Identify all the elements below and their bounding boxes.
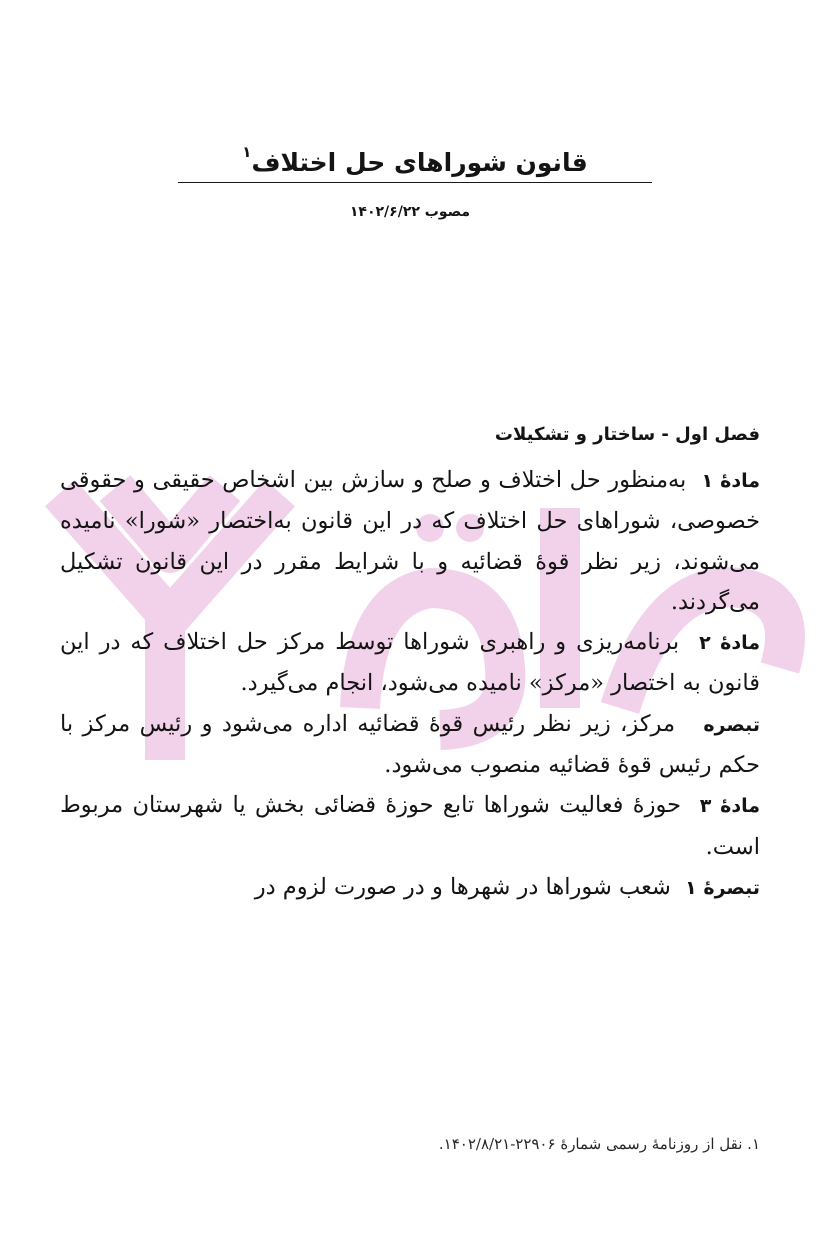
title-divider <box>178 182 652 183</box>
law-body <box>60 460 760 908</box>
article-text: حوزهٔ فعالیت شوراها تابع حوزهٔ قضائی بخش یا شهرستان مربوط است. <box>60 792 760 860</box>
article-text: برنامه‌ریزی و راهبری شوراها توسط مرکز حل اختلاف که در این قانون به اختصار «مرکز» نامیده می‌شود، انجام می‌گیرد. <box>60 629 760 697</box>
article-1 <box>60 460 760 622</box>
article-2 <box>60 622 760 704</box>
article-text: به‌منظور حل اختلاف و صلح و سازش بین اشخاص حقیقی و حقوقی خصوصی، شوراهای حل اختلاف که در این قانون به‌اختصار «شورا» نامیده می‌شوند، زیر نظر قوهٔ قضائیه و با شرایط مقرر در این قانون تشکیل می‌گردند. <box>60 467 760 615</box>
footnote: ۱. نقل از روزنامهٔ رسمی شمارهٔ ۲۲۹۰۶-۱۴۰۲/۸/۲۱. <box>438 1135 760 1153</box>
article-label: مادهٔ ۲ <box>699 632 760 655</box>
title-footnote-marker: ۱ <box>242 143 252 161</box>
article-3 <box>60 785 760 867</box>
chapter-heading: فصل اول - ساختار و تشکیلات <box>494 424 760 445</box>
note-label: تبصرهٔ ۱ <box>685 876 760 899</box>
note-1 <box>60 867 760 908</box>
note-label: تبصره <box>703 713 760 736</box>
note-text: مرکز، زیر نظر رئیس قوهٔ قضائیه اداره می‌شود و رئیس مرکز با حکم رئیس قوهٔ قضائیه منصوب می‌شود. <box>60 710 760 779</box>
law-title <box>150 130 680 185</box>
law-title-text: قانون شوراهای حل اختلاف <box>251 148 588 177</box>
article-label: مادهٔ ۱ <box>701 470 760 492</box>
note-text: شعب شوراها در شهرها و در صورت لزوم در <box>254 873 671 900</box>
approval-date: مصوب ۱۴۰۲/۶/۲۲ <box>349 204 471 220</box>
note <box>60 704 760 786</box>
article-label: مادهٔ ۳ <box>699 795 760 818</box>
